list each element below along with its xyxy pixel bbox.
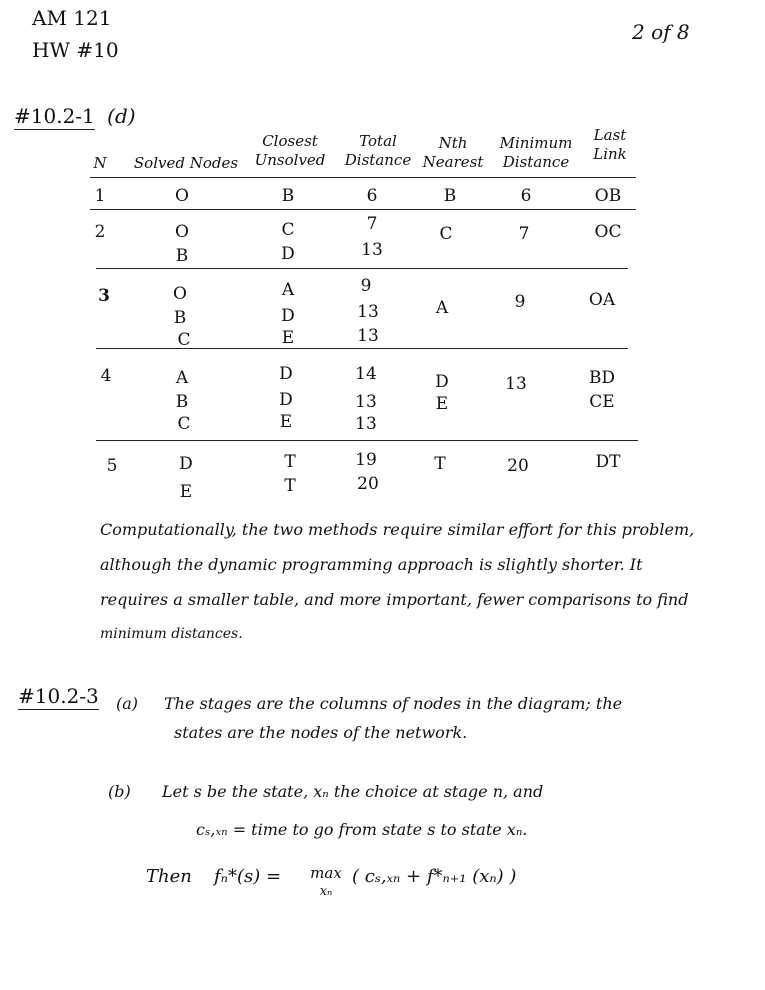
col-header-link: Last Link [593,126,627,163]
table-rule [90,177,636,178]
cell-min: 20 [507,456,529,476]
cell-min: 7 [518,224,530,244]
problem-part: (d) [107,104,136,128]
comment-paragraph [100,512,694,652]
col-header-total: Total Distance [344,132,412,169]
cell-closest: D [281,306,295,326]
cell-nearest: C [439,224,453,244]
cell-min: 9 [514,292,526,312]
cell-closest: E [281,328,295,348]
cell-nearest: B [443,186,457,206]
cell-n: 5 [106,456,118,476]
cell-total: 13 [357,302,379,322]
cell-n: 2 [94,222,106,242]
problem2-number [18,684,99,708]
cell-link: CE [589,392,615,412]
formula-max [306,864,346,899]
cell-n: 3 [98,286,110,306]
cell-total: 19 [355,450,377,470]
cell-total: 14 [355,364,377,384]
cell-solved: D [179,454,193,474]
comment-line: requires a smaller table, and more important, fewer comparisons to find [100,590,689,609]
cell-solved: C [177,414,191,434]
formula-max-op: max [310,864,342,882]
part-a-line: states are the nodes of the network. [174,723,468,742]
formula-lhs: fₙ*(s) = [214,866,282,887]
part-b-label: (b) [108,782,131,801]
table-rule [96,440,638,441]
col-header-n: N [93,154,107,172]
cell-total: 13 [357,326,379,346]
cell-closest: A [281,280,295,300]
comment-line: although the dynamic programming approach is slightly shorter. It [100,555,643,574]
formula-then: Then [146,866,192,887]
table-rule [96,268,628,269]
cell-closest: E [279,412,293,432]
cell-solved: E [179,482,193,502]
cell-solved: B [175,392,189,412]
col-header-solved: Solved Nodes [133,154,239,172]
cell-solved: O [173,284,187,304]
cell-link: DT [595,452,621,472]
cell-solved: B [175,246,189,266]
cell-closest: T [284,452,296,472]
cell-solved: C [177,330,191,350]
cell-link: OB [594,186,622,206]
part-a-label: (a) [116,694,139,713]
cell-total: 9 [360,276,372,296]
cell-total: 13 [355,392,377,412]
part-b-line: cₛ,ₓₙ = time to go from state s to state xₙ. [196,820,528,839]
problem-number-text: #10.2-1 [14,104,95,128]
cell-closest: C [281,220,295,240]
cell-n: 4 [100,366,112,386]
cell-nearest: E [435,394,449,414]
cell-link: BD [588,368,616,388]
col-header-closest: Closest Unsolved [254,132,326,169]
cell-solved: B [173,308,187,328]
cell-total: 13 [355,414,377,434]
col-header-minimum: Minimum Distance [499,134,573,171]
cell-min: 13 [505,374,527,394]
course-label: AM 121 [32,6,112,30]
problem-number [14,104,136,128]
cell-closest: B [281,186,295,206]
cell-closest: T [284,476,296,496]
cell-closest: D [281,244,295,264]
table-rule [90,209,636,210]
cell-n: 1 [94,186,106,206]
part-a-line: The stages are the columns of nodes in the diagram; the [164,694,623,713]
part-a-text [164,686,622,750]
cell-closest: D [279,364,293,384]
cell-link: OC [594,222,622,242]
cell-solved: A [175,368,189,388]
homework-label: HW #10 [32,38,119,62]
comment-line: Computationally, the two methods require similar effort for this problem, [100,520,695,539]
page-number: 2 of 8 [632,20,690,44]
cell-solved: O [175,186,189,206]
formula-max-index: xₙ [319,884,333,899]
cell-solved: O [175,222,189,242]
cell-closest: D [279,390,293,410]
cell-total: 13 [361,240,383,260]
cell-total: 20 [357,474,379,494]
problem2-number-text: #10.2-3 [18,684,99,708]
cell-nearest: A [435,298,449,318]
formula-rhs: ( cₛ,ₓₙ + f*ₙ₊₁ (xₙ) ) [352,866,517,887]
part-b-line: Let s be the state, xₙ the choice at stage n, and [162,782,544,801]
cell-min: 6 [520,186,532,206]
comment-line: minimum distances. [100,626,243,642]
cell-nearest: T [434,454,446,474]
cell-total: 7 [366,214,378,234]
cell-nearest: D [435,372,449,392]
cell-total: 6 [366,186,378,206]
col-header-nearest: Nth Nearest [422,134,484,171]
cell-link: OA [588,290,616,310]
